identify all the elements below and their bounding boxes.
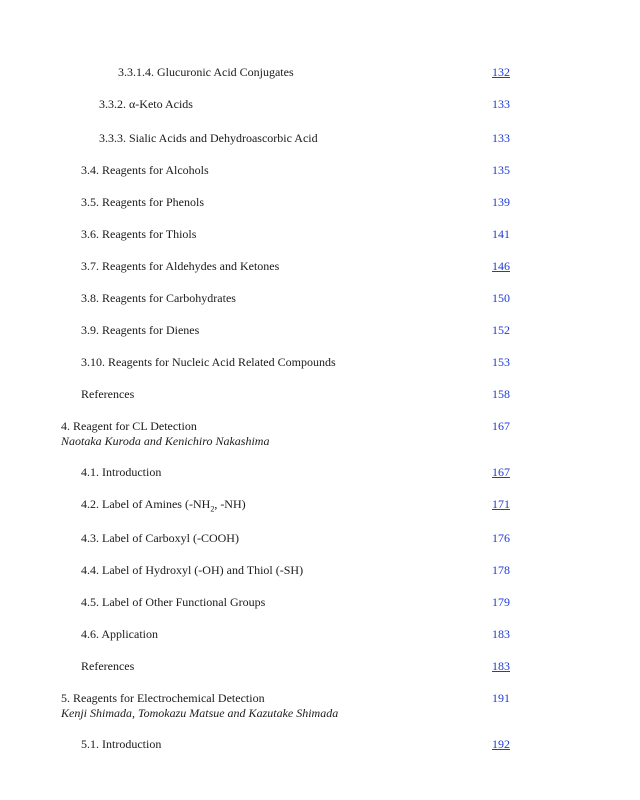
toc-entry[interactable] — [0, 627, 640, 643]
toc-entry[interactable] — [0, 531, 640, 547]
toc-entry-title: 5.1. Introduction — [81, 737, 162, 751]
toc-entry[interactable] — [0, 659, 640, 675]
toc-page-link[interactable]: 133 — [492, 131, 510, 145]
toc-page-link[interactable]: 192 — [492, 737, 510, 751]
toc-entry[interactable] — [0, 563, 640, 579]
toc-page-link[interactable]: 179 — [492, 595, 510, 609]
toc-page-link[interactable]: 167 — [492, 419, 510, 433]
toc-chapter-title: 4. Reagent for CL Detection — [61, 419, 197, 433]
toc-entry[interactable] — [0, 259, 640, 275]
toc-entry-title: 3.4. Reagents for Alcohols — [81, 163, 209, 177]
toc-entry-title: 3.5. Reagents for Phenols — [81, 195, 204, 209]
toc-entry[interactable] — [0, 497, 640, 513]
toc-entry[interactable] — [0, 195, 640, 211]
toc-entry[interactable] — [0, 355, 640, 371]
toc-page-link[interactable]: 158 — [492, 387, 510, 401]
toc-entry-title: References — [81, 659, 135, 673]
toc-entry-title: 3.3.2. α-Keto Acids — [99, 97, 193, 111]
toc-chapter-entry[interactable] — [0, 419, 640, 435]
toc-entry[interactable] — [0, 465, 640, 481]
toc-entry-title: 4.3. Label of Carboxyl (-COOH) — [81, 531, 239, 545]
toc-page-link[interactable]: 191 — [492, 691, 510, 705]
subscript: 2 — [210, 504, 215, 514]
toc-entry[interactable] — [0, 163, 640, 179]
toc-chapter-title: 5. Reagents for Electrochemical Detection — [61, 691, 265, 705]
toc-entry[interactable] — [0, 595, 640, 611]
toc-entry-title-suffix: , -NH) — [214, 497, 246, 511]
toc-entry-title: 3.6. Reagents for Thiols — [81, 227, 197, 241]
toc-entry-title: 4.1. Introduction — [81, 465, 162, 479]
toc-page-link[interactable]: 178 — [492, 563, 510, 577]
toc-entry-title: References — [81, 387, 135, 401]
toc-entry-title: 3.8. Reagents for Carbohydrates — [81, 291, 236, 305]
toc-entry[interactable] — [0, 387, 640, 403]
toc-entry[interactable] — [0, 97, 640, 113]
toc-page-link[interactable]: 135 — [492, 163, 510, 177]
toc-page-link[interactable]: 183 — [492, 627, 510, 641]
toc-page-link[interactable]: 153 — [492, 355, 510, 369]
toc-entry-title-main: 4.2. Label of Amines (-NH — [81, 497, 211, 511]
toc-entry-title: 3.3.1.4. Glucuronic Acid Conjugates — [118, 65, 294, 79]
toc-entry[interactable] — [0, 131, 640, 147]
toc-page-link[interactable]: 150 — [492, 291, 510, 305]
toc-entry[interactable] — [0, 65, 640, 81]
toc-entry-title — [81, 497, 246, 516]
toc-page-link[interactable]: 139 — [492, 195, 510, 209]
toc-entry[interactable] — [0, 323, 640, 339]
chapter-authors: Kenji Shimada, Tomokazu Matsue and Kazutake Shimada — [61, 706, 339, 720]
toc-entry[interactable] — [0, 291, 640, 307]
toc-entry-title: 4.6. Application — [81, 627, 158, 641]
chapter-authors: Naotaka Kuroda and Kenichiro Nakashima — [61, 434, 270, 448]
toc-page-link[interactable]: 133 — [492, 97, 510, 111]
toc-page-link[interactable]: 183 — [492, 659, 510, 673]
toc-entry[interactable] — [0, 227, 640, 243]
toc-entry-title: 4.4. Label of Hydroxyl (-OH) and Thiol (-SH) — [81, 563, 304, 577]
toc-page-link[interactable]: 141 — [492, 227, 510, 241]
toc-entry-title: 3.7. Reagents for Aldehydes and Ketones — [81, 259, 280, 273]
toc-chapter-entry[interactable] — [0, 691, 640, 707]
toc-page-link[interactable]: 132 — [492, 65, 510, 79]
toc-entry-title: 3.3.3. Sialic Acids and Dehydroascorbic Acid — [99, 131, 318, 145]
toc-page-link[interactable]: 152 — [492, 323, 510, 337]
toc-page-link[interactable]: 176 — [492, 531, 510, 545]
toc-entry-title: 4.5. Label of Other Functional Groups — [81, 595, 266, 609]
toc-entry[interactable] — [0, 737, 640, 753]
toc-entry-title: 3.10. Reagents for Nucleic Acid Related Compounds — [81, 355, 336, 369]
toc-page-link[interactable]: 167 — [492, 465, 510, 479]
toc-page-link[interactable]: 146 — [492, 259, 510, 273]
toc-entry-title: 3.9. Reagents for Dienes — [81, 323, 200, 337]
toc-page-link[interactable]: 171 — [492, 497, 510, 511]
